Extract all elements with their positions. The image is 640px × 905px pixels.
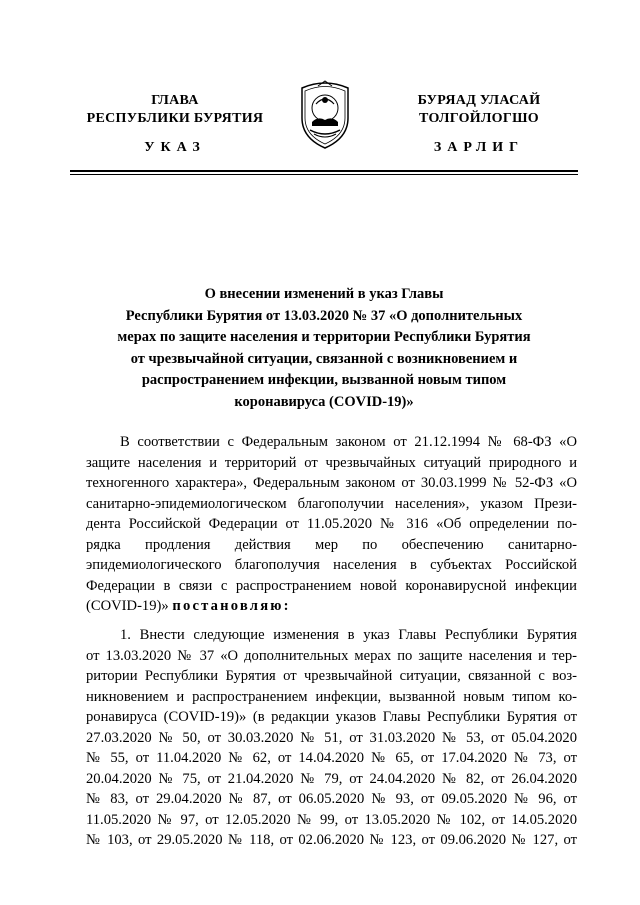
paragraph-line: ронавируса (COVID-19)» (в редакции указов Главы Республики Бурятия от	[86, 709, 577, 725]
issuer-title-line: РЕСПУБЛИКИ БУРЯТИЯ	[86, 111, 264, 126]
title-line: мерах по защите населения и территории Республики Бурятия	[117, 329, 531, 345]
issuer-title-russian	[70, 92, 280, 128]
paragraph-line	[86, 596, 577, 617]
issuer-title-line: ГЛАВА	[151, 93, 199, 108]
document-type-russian: УКАЗ	[144, 140, 206, 155]
paragraph-line: № 55, от 11.04.2020 № 62, от 14.04.2020 № 65, от 17.04.2020 № 73, от	[86, 750, 577, 766]
paragraph-line: санитарно-эпидемиологическом благополучии населения», указом Прези-	[86, 495, 577, 512]
paragraph-line: эпидемиологического благополучия населения в субъектах Российской	[86, 557, 577, 573]
paragraph-line: 11.05.2020 № 97, от 12.05.2020 № 99, от 13.05.2020 № 102, от 14.05.2020	[86, 811, 577, 828]
title-line: О внесении изменений в указ Главы	[204, 286, 444, 302]
paragraph-line: № 83, от 29.04.2020 № 87, от 06.05.2020 № 93, от 09.05.2020 № 96, от	[86, 791, 577, 807]
issuer-title-buryat	[384, 92, 574, 128]
decree-title	[70, 284, 578, 413]
document-header	[70, 78, 574, 168]
paragraph-line: никновением и распространением инфекции, вызванной новым типом ко-	[86, 688, 577, 705]
issuer-title-line: ТОЛГОЙЛОГШО	[419, 111, 539, 126]
paragraph-line: дента Российской Федерации от 11.05.2020 № 316 «Об определении по-	[86, 516, 577, 532]
title-line: от чрезвычайной ситуации, связанной с возникновением и	[130, 350, 518, 367]
clause-1-paragraph	[86, 625, 577, 851]
paragraph-line: от 13.03.2020 № 37 «О дополнительных мерах по защите населения и тер-	[86, 647, 577, 664]
paragraph-line: Федерации в связи с распространением новой коронавирусной инфекции	[86, 577, 577, 594]
paragraph-line: техногенного характера», Федеральным законом от 30.03.1999 № 52-ФЗ «О	[86, 475, 577, 491]
title-line: распространением инфекции, вызванной новым типом	[141, 372, 507, 388]
document-type-buryat: ЗАРЛИГ	[433, 140, 525, 155]
paragraph-line: 27.03.2020 № 50, от 30.03.2020 № 51, от 31.03.2020 № 53, от 05.04.2020	[86, 729, 577, 746]
paragraph-line: защите населения и территорий от чрезвычайных ситуаций природного и	[86, 454, 577, 471]
header-divider-thick	[70, 170, 578, 172]
header-divider-thin	[70, 174, 578, 175]
resolve-word: постановляю:	[172, 598, 291, 614]
paragraph-line-text: (COVID-19)»	[86, 598, 169, 614]
coat-of-arms-icon	[296, 78, 354, 150]
paragraph-line: 1. Внести следующие изменения в указ Главы Республики Бурятия	[120, 627, 577, 643]
paragraph-line: рядка продления действия мер по обеспечению санитарно-	[86, 536, 577, 553]
paragraph-line: ритории Республики Бурятия от чрезвычайной ситуации, связанной с воз-	[86, 668, 577, 684]
preamble-paragraph	[86, 432, 577, 617]
paragraph-line: 20.04.2020 № 75, от 21.04.2020 № 79, от 24.04.2020 № 82, от 26.04.2020	[86, 770, 577, 787]
title-line: Республики Бурятия от 13.03.2020 № 37 «О дополнительных	[125, 307, 523, 324]
paragraph-line: В соответствии с Федеральным законом от 21.12.1994 № 68-ФЗ «О	[120, 434, 577, 450]
paragraph-line: № 103, от 29.05.2020 № 118, от 02.06.2020 № 123, от 09.06.2020 № 127, от	[86, 832, 577, 848]
title-line: коронавируса (COVID-19)»	[234, 393, 414, 410]
issuer-title-line: БУРЯАД УЛАСАЙ	[417, 93, 541, 108]
